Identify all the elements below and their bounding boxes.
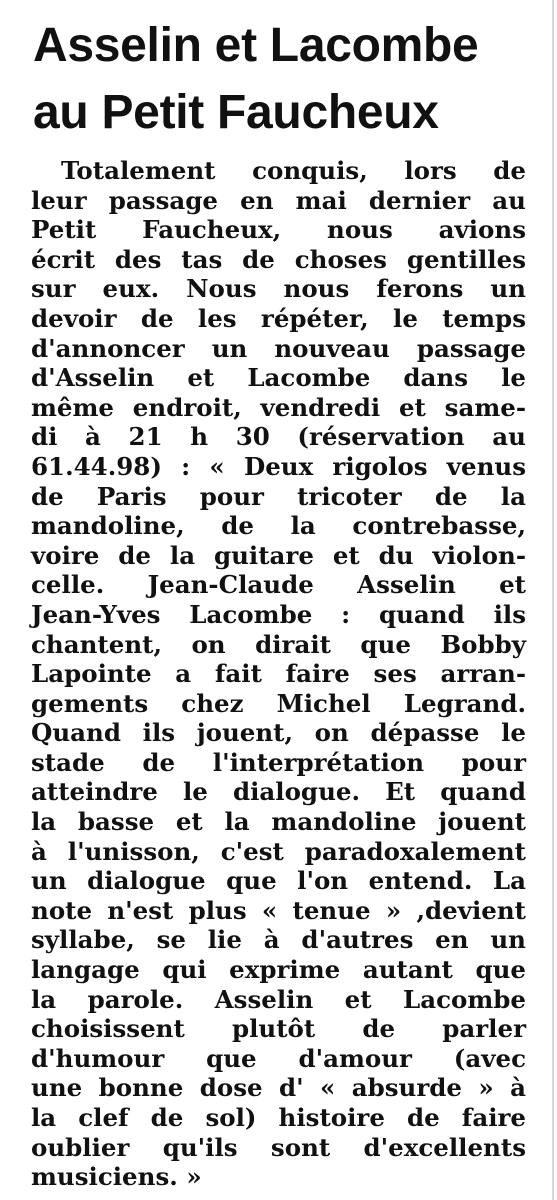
body-line: atteindre le dialogue. Et quand — [31, 777, 526, 807]
body-line: Lapointe a fait faire ses arran- — [31, 659, 526, 689]
body-line: syllabe, se lie à d'autres en un — [31, 925, 526, 955]
body-line: musiciens. » — [31, 1162, 202, 1192]
body-line: note n'est plus « tenue » ,devient — [31, 895, 526, 925]
body-line: un dialogue que l'on entend. La — [31, 866, 526, 896]
body-line: sur eux. Nous nous ferons un — [31, 274, 526, 304]
body-line: choisissent plutôt de parler — [31, 1014, 526, 1044]
body-line: voire de la guitare et du violon- — [31, 540, 526, 570]
body-line: stade de l'interprétation pour — [31, 747, 526, 777]
body-line: d'Asselin et Lacombe dans le — [31, 363, 526, 393]
body-line: 61.44.98) : « Deux rigolos venus — [31, 451, 526, 481]
body-line: de Paris pour tricoter de la — [31, 481, 526, 511]
page-edge — [552, 0, 554, 1200]
body-line: d'annoncer un nouveau passage — [31, 333, 526, 363]
body-line: la clef de sol) histoire de faire — [31, 1103, 526, 1132]
body-line: écrit des tas de choses gentilles — [31, 244, 526, 274]
headline-line: Asselin et Lacombe — [33, 19, 479, 72]
body-line: Totalement conquis, lors de — [61, 156, 526, 185]
body-line: chantent, on dirait que Bobby — [31, 629, 526, 659]
body-line: Quand ils jouent, on dépasse le — [31, 718, 526, 748]
body-line: une bonne dose d' « absurde » à — [31, 1073, 526, 1103]
headline — [33, 12, 533, 146]
body-line: la parole. Asselin et Lacombe — [31, 984, 526, 1014]
body-line: mandoline, de la contrebasse, — [31, 511, 526, 541]
article-body — [31, 156, 526, 1192]
body-line: gements chez Michel Legrand. — [31, 688, 526, 718]
body-line: Petit Faucheux, nous avions — [31, 215, 526, 245]
body-line: di à 21 h 30 (réservation au — [31, 422, 526, 452]
body-line: leur passage en mai dernier au — [31, 185, 526, 215]
body-line: la basse et la mandoline jouent — [31, 807, 526, 837]
headline-line: au Petit Faucheux — [33, 86, 439, 139]
body-line: oublier qu'ils sont d'excellents — [31, 1132, 526, 1162]
body-line: langage qui exprime autant que — [31, 955, 526, 985]
body-line: devoir de les répéter, le temps — [31, 303, 526, 333]
body-line: celle. Jean-Claude Asselin et — [31, 570, 526, 600]
body-line: même endroit, vendredi et same- — [31, 392, 526, 422]
body-line: à l'unisson, c'est paradoxalement — [31, 836, 526, 866]
body-line: Jean-Yves Lacombe : quand ils — [31, 599, 526, 629]
body-line: d'humour que d'amour (avec — [31, 1043, 526, 1073]
